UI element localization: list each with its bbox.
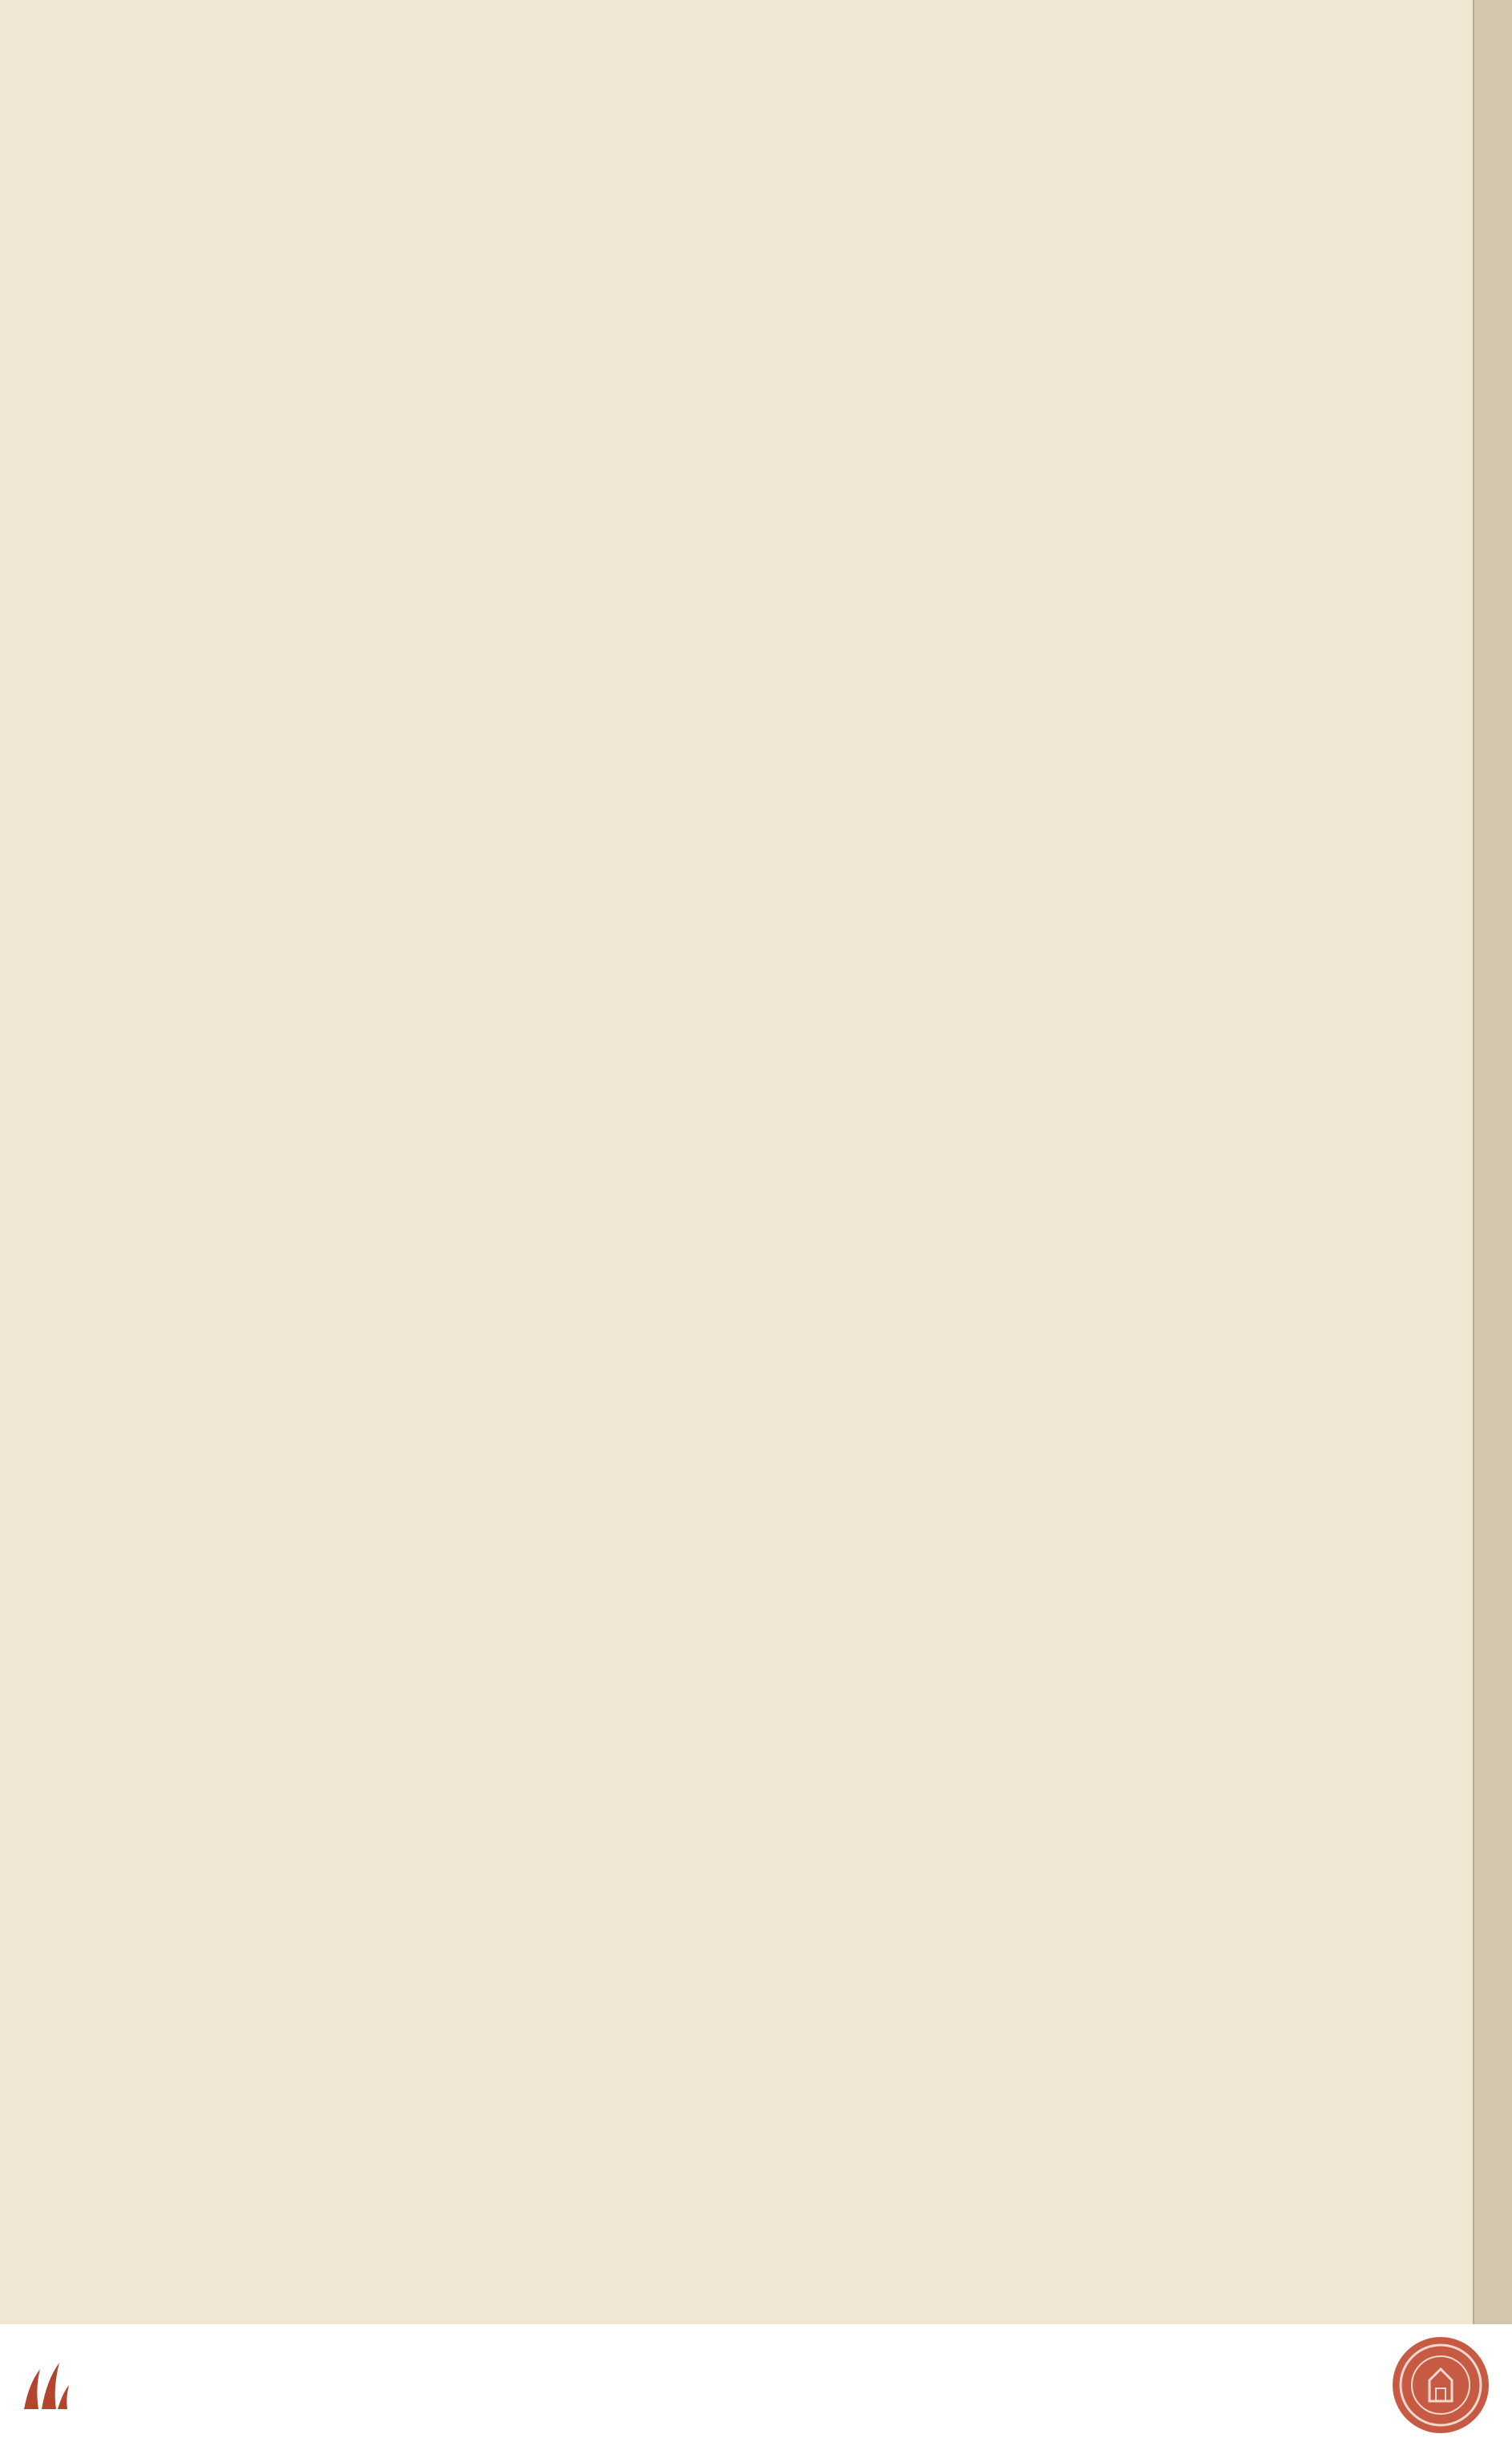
university-library-logo-icon bbox=[18, 2356, 72, 2414]
adjacent-page-edge bbox=[1473, 0, 1512, 2324]
main-paragraph bbox=[375, 455, 433, 488]
text-line bbox=[375, 455, 433, 488]
footer-bar bbox=[0, 2324, 1512, 2442]
university-seal-icon bbox=[1391, 2335, 1490, 2435]
